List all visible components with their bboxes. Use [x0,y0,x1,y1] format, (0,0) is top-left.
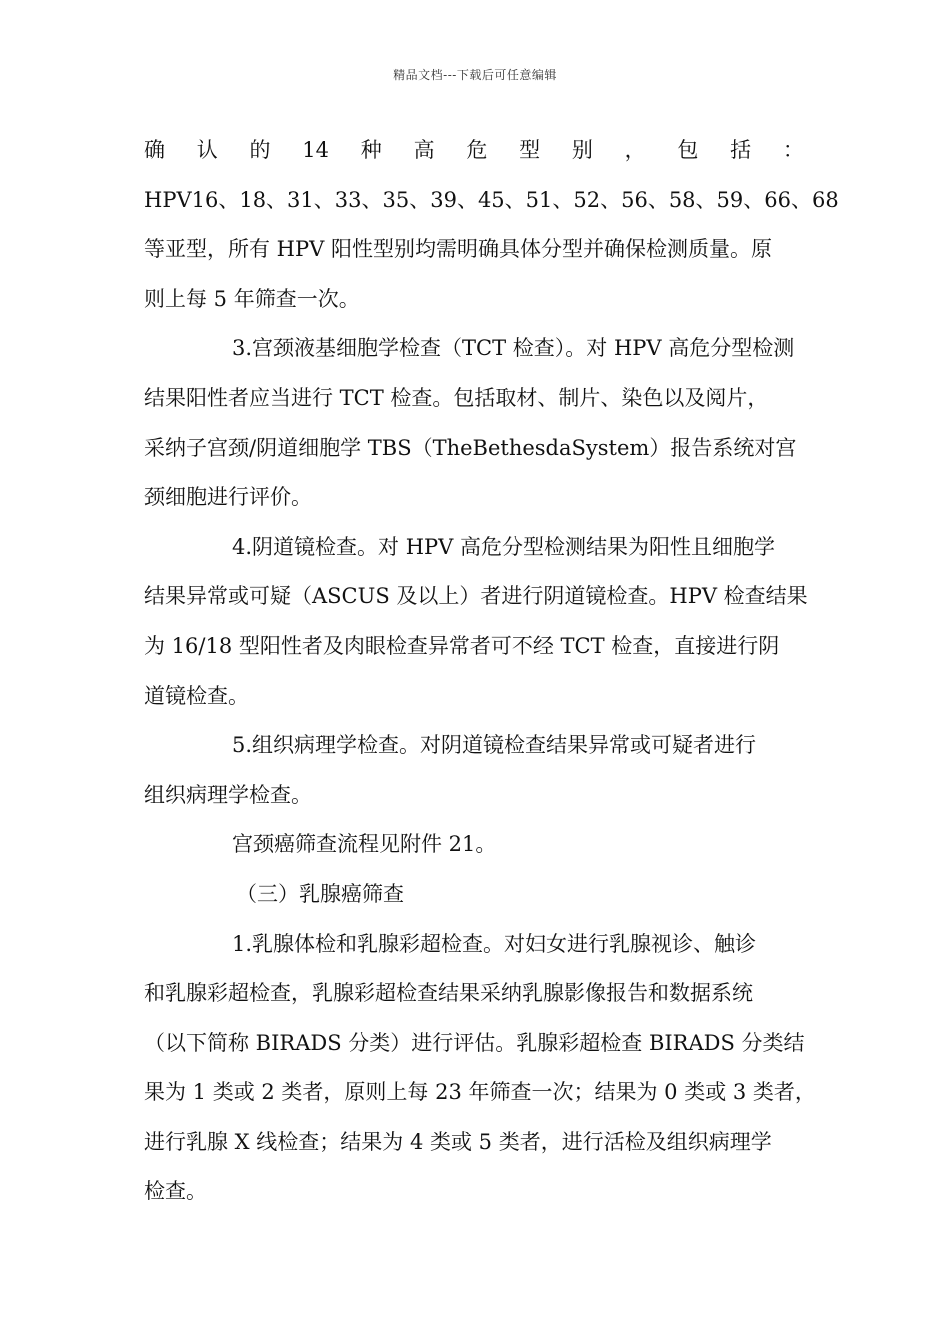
text-char: 危 [466,138,488,162]
text-char: 14 [302,138,330,162]
text-line: 5.组织病理学检查。对阴道镜检查结果异常或可疑者进行 [232,733,757,758]
text-line: 采纳子宫颈/阴道细胞学 TBS（TheBethesdaSystem）报告系统对宫 [144,435,797,460]
text-char: 包 [677,138,699,162]
text-char: 的 [249,138,271,162]
text-line: 结果异常或可疑（ASCUS 及以上）者进行阴道镜检查。HPV 检查结果 [144,584,808,609]
text-char: 括 [730,138,752,162]
text-line: 等亚型，所有 HPV 阳性型别均需明确具体分型并确保检测质量。原 [144,237,772,262]
text-char: 确 [144,138,165,162]
paragraph-hpv-types [144,126,839,324]
text-line: 进行乳腺 X 线检查；结果为 4 类或 5 类者，进行活检及组织病理学 [144,1129,772,1154]
section-heading-breast-cancer [144,870,809,920]
text-line: 为 16/18 型阳性者及肉眼检查异常者可不经 TCT 检查，直接进行阴 [144,633,780,658]
text-char: 高 [413,138,435,162]
text-line: 则上每 5 年筛查一次。 [144,286,360,311]
document-body [144,126,839,1217]
paragraph-tct [144,324,809,522]
text-char: 型 [519,138,541,162]
text-char: ， [624,138,646,162]
text-line: 组织病理学检查。 [144,782,312,807]
text-line: 3.宫颈液基细胞学检查（TCT 检查）。对 HPV 高危分型检测 [232,336,795,361]
text-line: HPV16、18、31、33、35、39、45、51、52、56、58、59、66、68 [144,187,839,212]
text-line: 道镜检查。 [144,683,249,708]
paragraph-flow-reference [144,820,809,870]
text-char: ： [782,138,804,162]
justified-line [144,126,804,176]
text-line: 果为 1 类或 2 类者，原则上每 23 年筛查一次；结果为 0 类或 3 类者， [144,1080,816,1105]
page-header: 精品文档---下载后可任意编辑 [393,68,557,82]
text-char: 别 [571,138,593,162]
paragraph-colposcopy [144,523,809,721]
text-line: （以下简称 BIRADS 分类）进行评估。乳腺彩超检查 BIRADS 分类结 [144,1030,805,1055]
paragraph-breast-exam [144,920,816,1218]
text-line: 4.阴道镜检查。对 HPV 高危分型检测结果为阳性且细胞学 [232,534,775,559]
section-heading: （三）乳腺癌筛查 [236,881,404,906]
text-line: 检查。 [144,1179,207,1204]
text-line: 宫颈癌筛查流程见附件 21。 [232,832,497,857]
text-line: 1.乳腺体检和乳腺彩超检查。对妇女进行乳腺视诊、触诊 [232,931,757,956]
paragraph-histopathology [144,721,809,820]
text-line: 颈细胞进行评价。 [144,485,312,510]
text-char: 种 [360,138,382,162]
text-char: 认 [196,138,218,162]
text-line: 结果阳性者应当进行 TCT 检查。包括取材、制片、染色以及阅片， [144,385,769,410]
text-line: 和乳腺彩超检查，乳腺彩超检查结果采纳乳腺影像报告和数据系统 [144,981,753,1006]
